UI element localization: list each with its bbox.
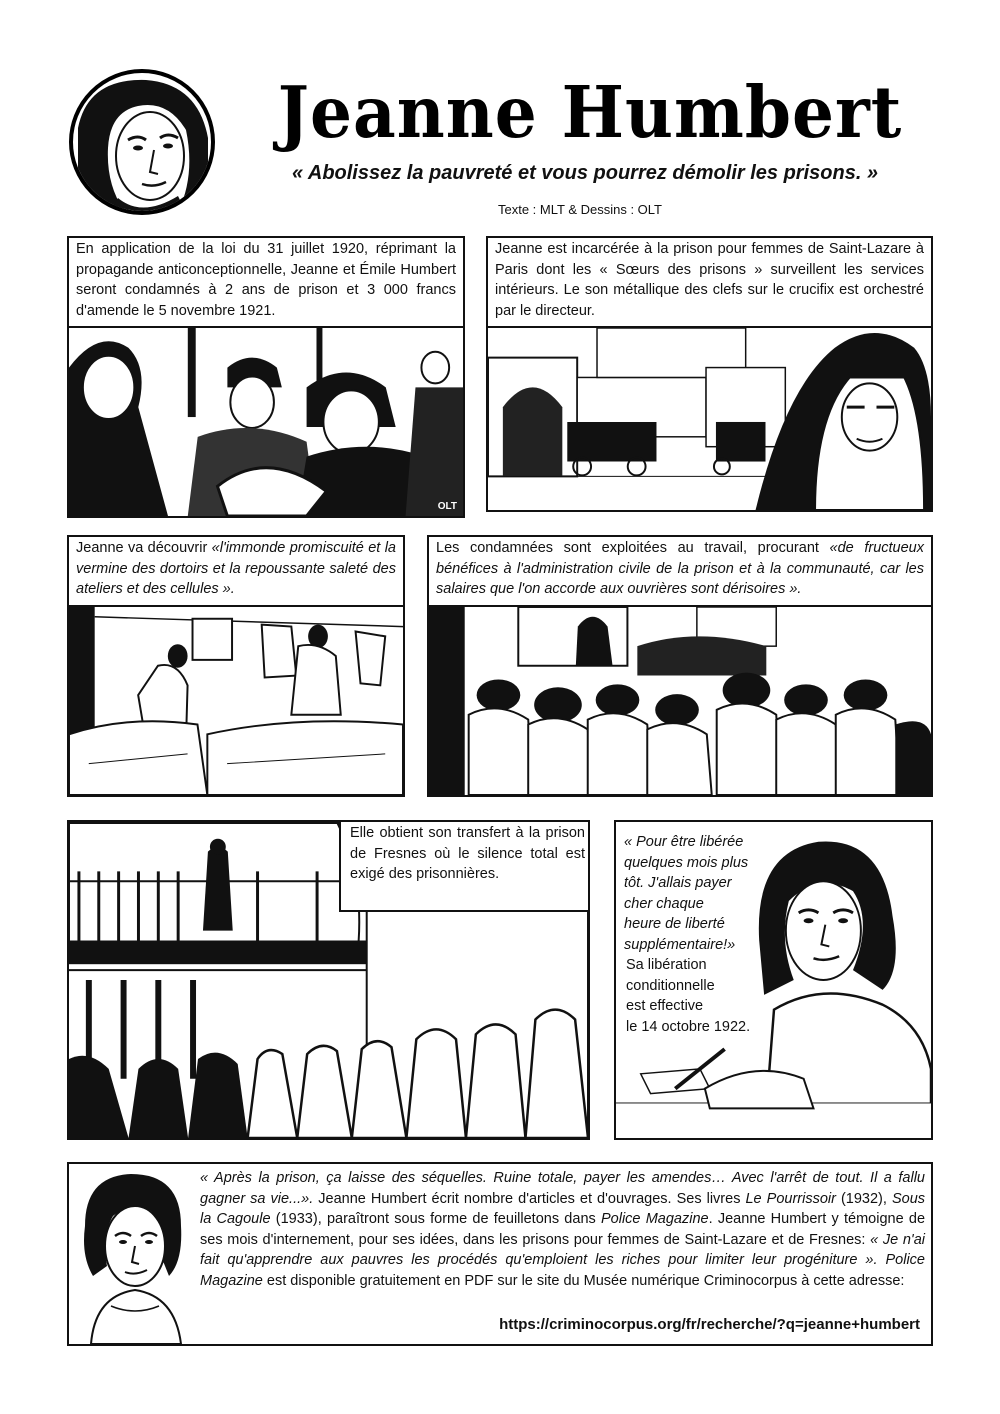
panel-4-text-italic: «de fructueux bénéfices à l'administration civile de la prison et à la communauté, car les salaires que l'on accorde aux ouvrières sont dérisoires ». xyxy=(436,540,924,597)
panel-6-quote-line: cher chaque xyxy=(624,895,704,912)
panel-6-text-line: le 14 octobre 1922. xyxy=(626,1018,751,1035)
panel-6-quote-line: tôt. J'allais payer xyxy=(624,875,732,891)
magazine-title: Police Magazine xyxy=(200,1252,925,1289)
title-quote: « Abolissez la pauvreté et vous pourrez démolir les prisons. » xyxy=(291,162,879,184)
panel-5-caption xyxy=(339,820,590,912)
footer-quote-1: « Après la prison, ça laisse des séquelles. Ruine totale, payer les amendes… Avec l'arrêt de tout. Il a fallu gagner sa vie...». xyxy=(200,1170,925,1207)
panel-1 xyxy=(67,236,465,518)
panel-4 xyxy=(427,535,933,797)
book-title: Sous la Cagoule xyxy=(200,1190,926,1227)
credits: Texte : MLT & Dessins : OLT xyxy=(498,202,662,217)
panel-2 xyxy=(486,236,933,512)
panel-3-text-italic: «l'immonde promiscuité et la vermine des dortoirs et la repoussante saleté des ateliers et des cellules ». xyxy=(76,540,396,597)
footer-text-part: . Jeanne Humbert y témoigne de ses mois d'internement, pour ses idées, dans les prisons pour femmes de Saint-Lazare et de Fresnes: xyxy=(200,1211,926,1248)
panel-6-quote-line: quelques mois plus xyxy=(624,854,749,871)
criminocorpus-link[interactable]: https://criminocorpus.org/fr/recherche/?q=jeanne+humbert xyxy=(499,1316,920,1333)
footer-text-part: (1932), xyxy=(835,1190,892,1207)
panel-1-caption xyxy=(67,236,465,328)
panel-3-caption xyxy=(67,535,405,607)
panel-6-quote-line: heure de liberté xyxy=(624,916,725,932)
panel-2-caption xyxy=(486,236,933,328)
book-title: Le Pourrissoir xyxy=(745,1190,836,1207)
footer-text-part: (1933), paraîtront sous forme de feuilletons dans xyxy=(270,1211,601,1227)
panel-1-text: En application de la loi du 31 juillet 1920, réprimant la propagande anticonceptionnelle, Jeanne et Émile Humbert seront condamnés à 2 ans de prison et 3 000 francs d'amende le 5 novembre 1921. xyxy=(76,241,456,319)
panel-2-text: Jeanne est incarcérée à la prison pour femmes de Saint-Lazare à Paris dont les « Sœurs des prisons » surveillent les services intérieurs. Le son métallique des clefs sur le crucifix est orchestré par le directeur. xyxy=(495,241,924,319)
header-portrait xyxy=(68,68,216,216)
panel-5-text: Elle obtient son transfert à la prison de Fresnes où le silence total est exigé des prisonnières. xyxy=(350,825,585,882)
panel-6-quote-line: « Pour être libérée xyxy=(624,834,744,850)
panel-4-caption xyxy=(427,535,933,607)
panel-3-text-plain: Jeanne va découvrir xyxy=(76,540,212,556)
magazine-title: Police Magazine xyxy=(601,1211,709,1227)
panel-6-text-line: est effective xyxy=(626,998,704,1014)
footer-portrait xyxy=(71,1166,191,1344)
panel-3 xyxy=(67,535,405,797)
footer-text-part: Jeanne Humbert écrit nombre d'articles et d'ouvrages. Ses livres xyxy=(313,1190,746,1207)
panel-3-illustration xyxy=(69,607,403,795)
panel-6-release-text xyxy=(624,955,784,1037)
panel-6-text-block xyxy=(624,832,784,1037)
footer-text xyxy=(200,1168,925,1291)
panel-2-illustration xyxy=(488,328,931,510)
page-title: Jeanne Humbert xyxy=(277,69,903,155)
panel-1-illustration xyxy=(69,328,463,516)
panel-6-text-line: conditionnelle xyxy=(626,977,715,994)
panel-5 xyxy=(67,820,590,1140)
panel-6-quote-line: supplémentaire!» xyxy=(624,936,736,953)
footer-quote-2: « Je n'ai fait qu'apprendre aux pauvres les procédés qu'emploient les riches pour limiter leur progéniture ». xyxy=(200,1231,925,1268)
panel-6-quote xyxy=(624,832,784,955)
panel-6-text-line: Sa libération xyxy=(626,957,707,973)
footer-text-part: est disponible gratuitement en PDF sur le site du Musée numérique Criminocorpus à cette adresse: xyxy=(262,1272,905,1289)
panel-4-illustration xyxy=(429,607,931,795)
panel-6 xyxy=(614,820,933,1140)
footer-text-part xyxy=(878,1252,886,1268)
panel-4-text-plain: Les condamnées sont exploitées au travail, procurant xyxy=(436,540,830,556)
panel-1-signature: OLT xyxy=(437,501,457,512)
